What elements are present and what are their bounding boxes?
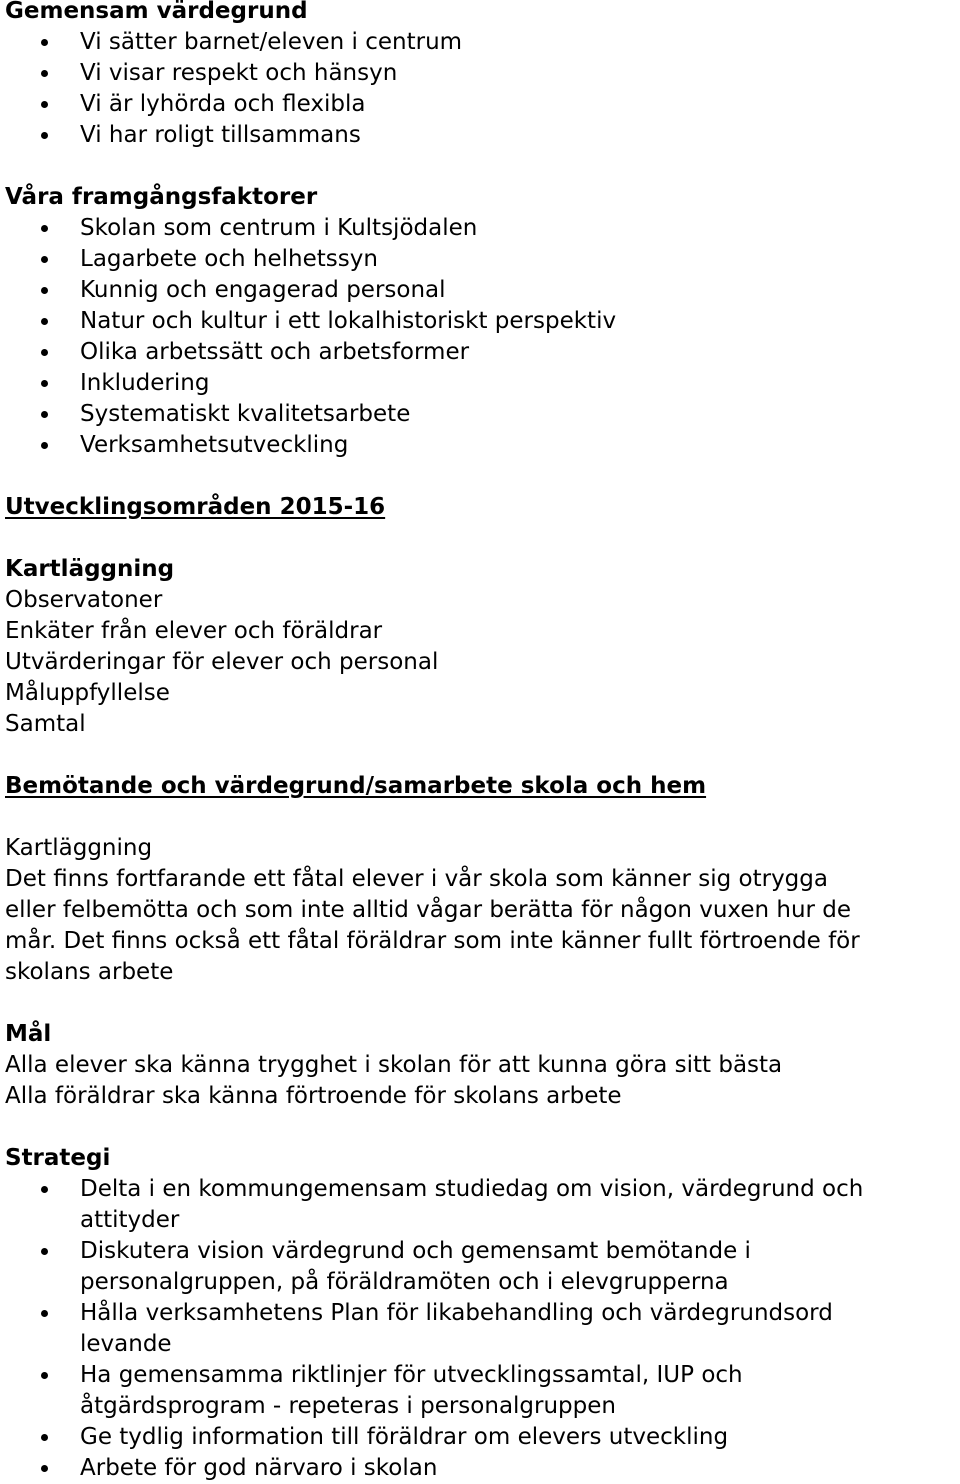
paragraph-line: Det finns fortfarande ett fåtal elever i vår skola som känner sig otrygga: [5, 866, 828, 892]
mal-line: Alla elever ska känna trygghet i skolan för att kunna göra sitt bästa: [5, 1052, 783, 1078]
heading-strategi: Strategi: [5, 1145, 111, 1171]
list-item: Ha gemensamma riktlinjer för utvecklingssamtal, IUP och åtgärdsprogram - repeteras i personalgruppen: [5, 1360, 875, 1422]
list-item: Ge tydlig information till föräldrar om elevers utveckling: [5, 1422, 875, 1453]
kartlaggning-line: Enkäter från elever och föräldrar: [5, 618, 383, 644]
kartlaggning-line: Observatoner: [5, 587, 163, 613]
bullet-icon: [41, 411, 48, 418]
bullet-icon: [41, 39, 48, 46]
bullet-icon: [41, 1372, 48, 1379]
list-item: Kunnig och engagerad personal: [5, 275, 955, 306]
spacer: [5, 740, 955, 771]
list-item: Systematiskt kvalitetsarbete: [5, 399, 955, 430]
list-item: Vi har roligt tillsammans: [5, 120, 955, 151]
spacer: [5, 523, 955, 554]
bullet-icon: [41, 1186, 48, 1193]
bullet-icon: [41, 132, 48, 139]
heading-utvecklingsomraden: Utvecklingsområden 2015-16: [5, 494, 386, 520]
bullet-icon: [41, 287, 48, 294]
kartlaggning-line: Utvärderingar för elever och personal: [5, 649, 439, 675]
bullet-icon: [41, 318, 48, 325]
subheading-kartlaggning: Kartläggning: [5, 556, 175, 582]
list-item: Diskutera vision värdegrund och gemensamt bemötande i personalgruppen, på föräldramöten och i elevgrupperna: [5, 1236, 875, 1298]
spacer: [5, 988, 955, 1019]
list-item: Arbete för god närvaro i skolan: [5, 1453, 875, 1484]
list-item: Inkludering: [5, 368, 955, 399]
kartlaggning-line: Måluppfyllelse: [5, 680, 170, 706]
heading-mal: Mål: [5, 1021, 52, 1047]
bullet-icon: [41, 256, 48, 263]
heading-gemensam-vardegrund: Gemensam värdegrund: [5, 0, 308, 24]
list-item: Skolan som centrum i Kultsjödalen: [5, 213, 955, 244]
bullet-icon: [41, 70, 48, 77]
bullet-icon: [41, 1310, 48, 1317]
spacer: [5, 461, 955, 492]
label-kartlaggning: Kartläggning: [5, 835, 153, 861]
bullet-icon: [41, 225, 48, 232]
mal-line: Alla föräldrar ska känna förtroende för skolans arbete: [5, 1083, 622, 1109]
document: [5, 0, 955, 1484]
list-item: Delta i en kommungemensam studiedag om vision, värdegrund och attityder: [5, 1174, 875, 1236]
list-item: Verksamhetsutveckling: [5, 430, 955, 461]
list-item: Vi sätter barnet/eleven i centrum: [5, 27, 955, 58]
paragraph-line: eller felbemötta och som inte alltid vågar berätta för någon vuxen hur de: [5, 897, 852, 923]
paragraph-line: skolans arbete: [5, 959, 174, 985]
heading-bemotande: Bemötande och värdegrund/samarbete skola och hem: [5, 773, 707, 799]
list-item: Hålla verksamhetens Plan för likabehandling och värdegrundsord levande: [5, 1298, 875, 1360]
list-item: Natur och kultur i ett lokalhistoriskt perspektiv: [5, 306, 955, 337]
list-vardegrund: [5, 27, 955, 151]
kartlaggning-line: Samtal: [5, 711, 86, 737]
bullet-icon: [41, 442, 48, 449]
bullet-icon: [41, 1248, 48, 1255]
spacer: [5, 151, 955, 182]
spacer: [5, 802, 955, 833]
paragraph-line: mår. Det finns också ett fåtal föräldrar som inte känner fullt förtroende för: [5, 928, 860, 954]
list-item: Lagarbete och helhetssyn: [5, 244, 955, 275]
bullet-icon: [41, 1465, 48, 1472]
list-framgangsfaktorer: [5, 213, 955, 461]
list-item: Vi är lyhörda och flexibla: [5, 89, 955, 120]
bullet-icon: [41, 1434, 48, 1441]
list-item: Vi visar respekt och hänsyn: [5, 58, 955, 89]
bullet-icon: [41, 101, 48, 108]
bullet-icon: [41, 380, 48, 387]
heading-framgangsfaktorer: Våra framgångsfaktorer: [5, 184, 318, 210]
spacer: [5, 1112, 955, 1143]
list-strategi: [5, 1174, 875, 1484]
bullet-icon: [41, 349, 48, 356]
list-item: Olika arbetssätt och arbetsformer: [5, 337, 955, 368]
